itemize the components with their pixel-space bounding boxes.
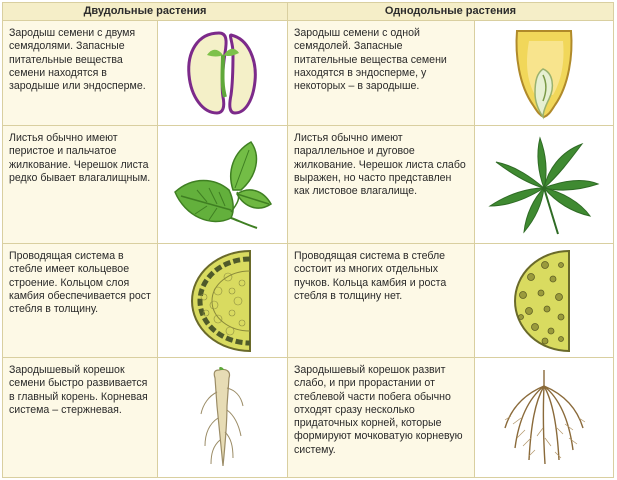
dicot-leaf-icon <box>158 126 288 244</box>
monocot-stem-section-icon <box>475 244 614 358</box>
header-monocot: Однодольные растения <box>288 3 614 21</box>
bean-seed-icon <box>158 21 288 126</box>
dicot-leaf-text: Листья обычно имеют перистое и пальчатое жилкование. Черешок листа редко бывает влагалищным. <box>3 126 158 244</box>
dicot-stem-text: Проводящая система в стебле имеет кольцевое строение. Кольцом слоя камбия обеспечивается рост стебля в толщину. <box>3 244 158 358</box>
table-row <box>3 21 614 126</box>
dicot-stem-section-icon <box>158 244 288 358</box>
monocot-root-text: Зародышевый корешок развит слабо, и при прорастании от стеблевой части побега обычно отходят сразу несколько придаточных корней, которые формируют мочковатую корневую систему. <box>288 358 475 478</box>
table-row <box>3 244 614 358</box>
dicot-seed-text: Зародыш семени с двумя семядолями. Запасные питательные вещества семени находятся в зародыше или эндосперме. <box>3 21 158 126</box>
monocot-leaf-icon <box>475 126 614 244</box>
header-dicot: Двудольные растения <box>3 3 288 21</box>
taproot-icon <box>158 358 288 478</box>
table-row <box>3 126 614 244</box>
fibrous-root-icon <box>475 358 614 478</box>
comparison-table <box>2 2 614 478</box>
monocot-seed-text: Зародыш семени с одной семядолей. Запасные питательные вещества семени находятся в эндосперме, у некоторых – в зародыше. <box>288 21 475 126</box>
corn-seed-icon <box>475 21 614 126</box>
header-row <box>3 3 614 21</box>
dicot-root-text: Зародышевый корешок семени быстро развивается в главный корень. Корневая система – стержневая. <box>3 358 158 478</box>
monocot-stem-text: Проводящая система в стебле состоит из многих отдельных пучков. Кольца камбия и роста стебля в толщину нет. <box>288 244 475 358</box>
monocot-leaf-text: Листья обычно имеют параллельное и дуговое жилкование. Черешок листа слабо выражен, но часто представлен как листовое влагалище. <box>288 126 475 244</box>
table-row <box>3 358 614 478</box>
